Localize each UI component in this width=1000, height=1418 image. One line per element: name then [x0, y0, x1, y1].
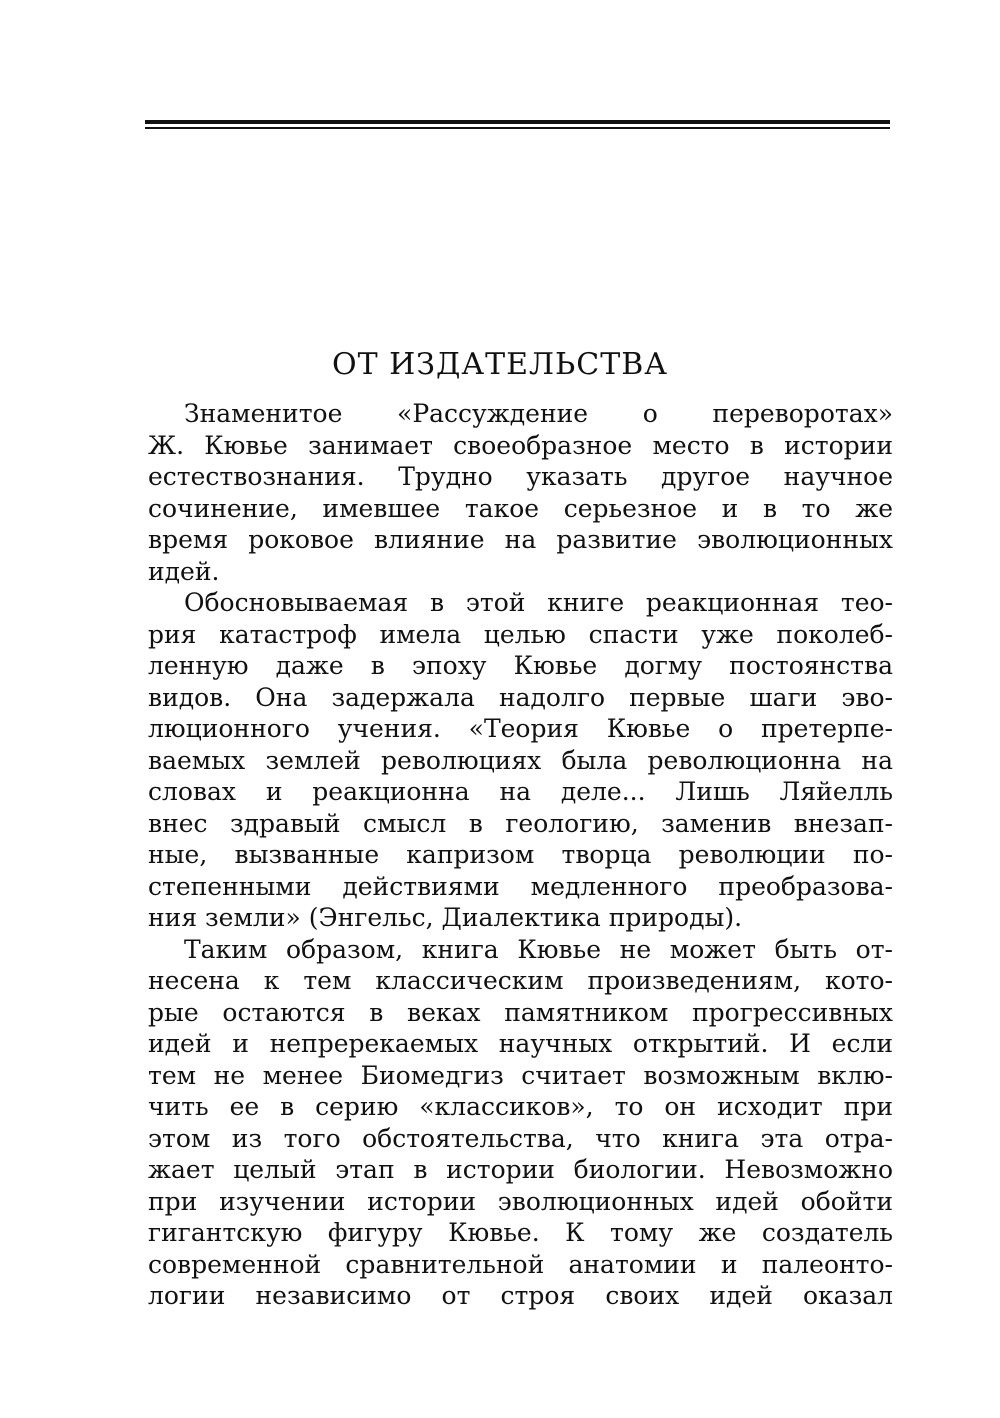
text-line: словах и реакционна на деле... Лишь Ляйелль	[148, 777, 893, 806]
text-line: Таким образом, книга Кювье не может быть от-	[184, 934, 893, 964]
text-line: логии независимо от строя своих идей оказал	[148, 1281, 893, 1310]
text-line: время роковое влияние на развитие эволюционных	[148, 525, 893, 554]
page-title: ОТ ИЗДАТЕЛЬСТВА	[332, 347, 668, 382]
text-line: рия катастроф имела целью спасти уже поколеб-	[148, 619, 893, 649]
text-line: люционного учения. «Теория Кювье о претерпе-	[148, 714, 893, 743]
paragraph-2	[148, 587, 893, 934]
text-line: тем не менее Биомедгиз считает возможным вклю-	[148, 1060, 893, 1090]
header-rule-thin	[145, 127, 890, 129]
text-line: степенными действиями медленного преобразова-	[148, 871, 893, 901]
paragraph-3	[148, 934, 893, 1312]
text-line: несена к тем классическим произведениям, кото-	[148, 966, 893, 995]
text-line: рые остаются в веках памятником прогрессивных	[148, 997, 893, 1027]
header-rule-thick	[145, 120, 890, 124]
text-line: чить ее в серию «классиков», то он исходит при	[148, 1092, 893, 1121]
text-line: Знаменитое «Рассуждение о переворотах»	[184, 399, 893, 428]
text-line: при изучении истории эволюционных идей обойти	[148, 1186, 893, 1216]
text-line: гигантскую фигуру Кювье. К тому же создатель	[148, 1218, 893, 1247]
paragraph-1	[148, 398, 893, 587]
text-line: ленную даже в эпоху Кювье догму постоянства	[148, 651, 893, 680]
text-line: сочинение, имевшее такое серьезное и в то же	[148, 493, 893, 523]
text-line: Обосновываемая в этой книге реакционная тео-	[184, 588, 893, 617]
text-line: этом из того обстоятельства, что книга эта отра-	[148, 1123, 893, 1153]
text-line: ния земли» (Энгельс, Диалектика природы).	[148, 903, 743, 932]
text-line: современной сравнительной анатомии и палеонто-	[148, 1249, 893, 1279]
text-line: видов. Она задержала надолго первые шаги эво-	[148, 682, 893, 712]
body-text	[148, 398, 893, 1312]
text-line: естествознания. Трудно указать другое научное	[148, 462, 893, 491]
text-line: идей.	[148, 556, 220, 586]
text-line: идей и непререкаемых научных открытий. И если	[148, 1029, 893, 1058]
text-line: жает целый этап в истории биологии. Невозможно	[148, 1155, 893, 1184]
text-line: внес здравый смысл в геологию, заменив внезап-	[148, 808, 893, 838]
text-line: ваемых землей революциях была революционна на	[148, 745, 893, 775]
text-line: Ж. Кювье занимает своеобразное место в истории	[148, 430, 893, 460]
text-line: ные, вызванные капризом творца революции по-	[148, 840, 893, 869]
